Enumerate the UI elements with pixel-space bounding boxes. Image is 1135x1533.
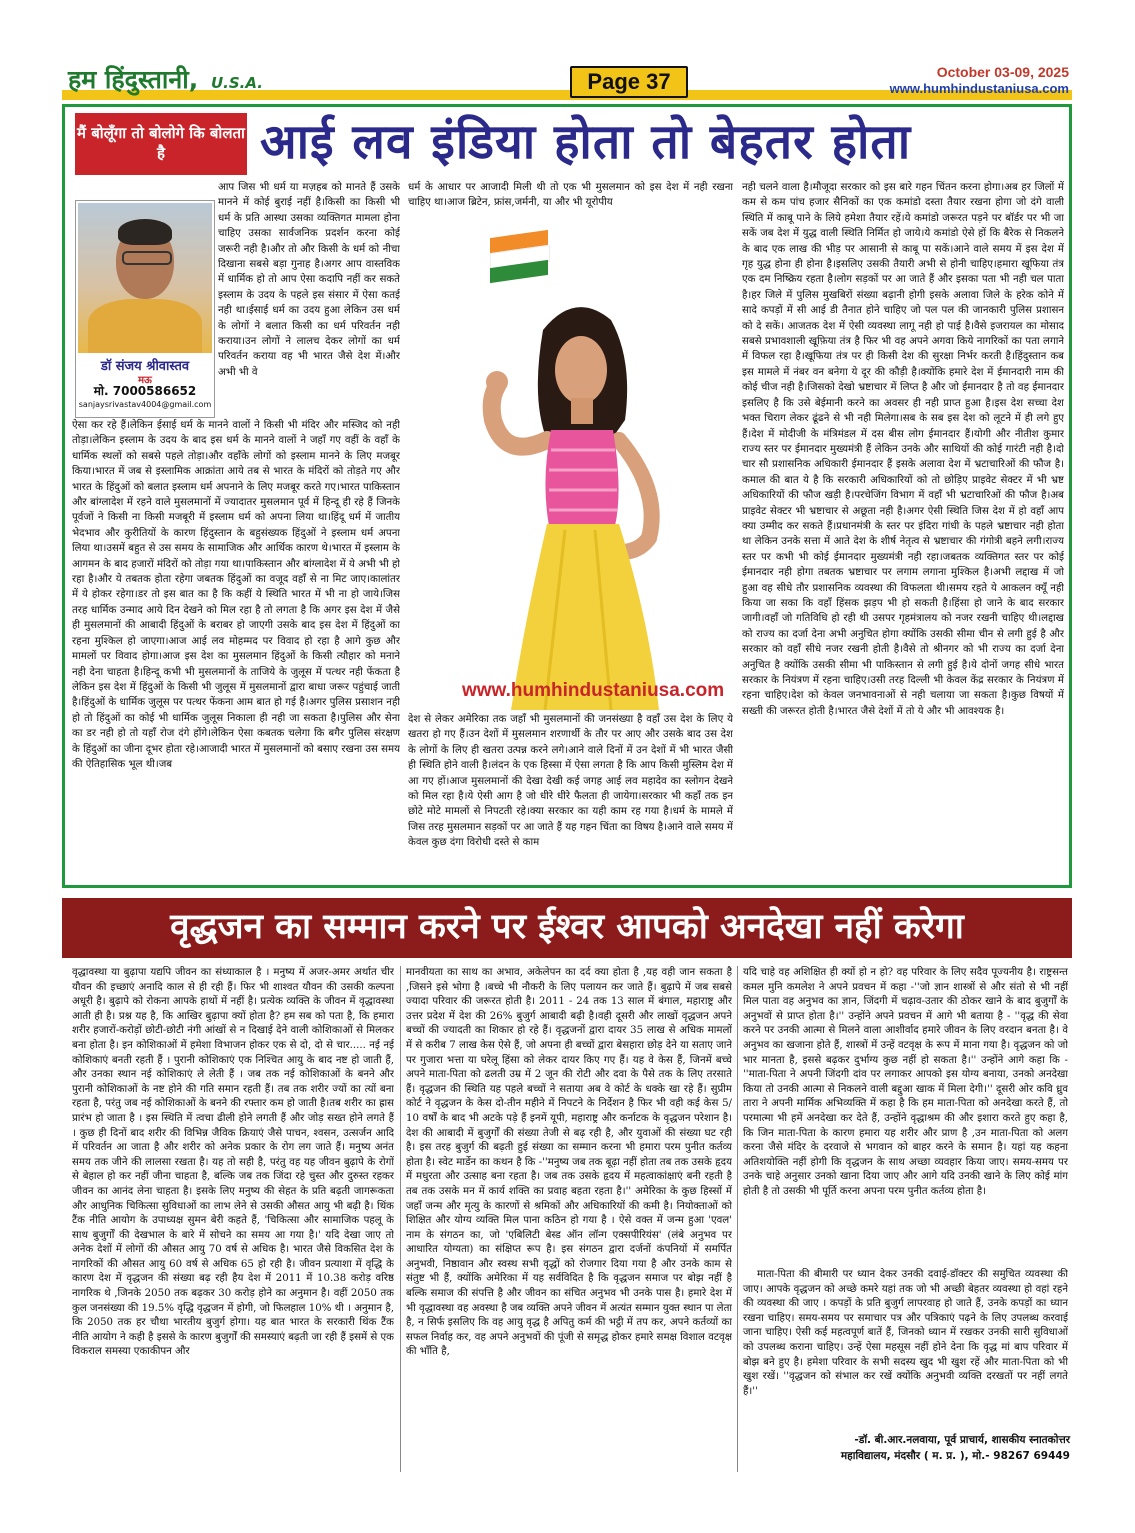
article1-headline: आई लव इंडिया होता तो बेहतर होता	[260, 114, 912, 170]
article1-col2-bottom: देश से लेकर अमेरिका तक जहाँ भी मुसलमानों की जनसंख्या है वहाँ उस देश के लिए ये खतरा हो गए हैं।उन देशों में मुसलमान शरणार्थी के तौर पर आए और उसके बाद उस देश के लोगों के लिए ही खतरा उत्पन्न करने लगे।आने वाले दिनों में उन देशों में भी भारत जैसी ही स्थिति होने वाली है।लंदन के एक हिस्सा में ऐसा लगता है कि आप किसी मुस्लिम देश में आ गए हों।आज मुसलमानों की देखा देखी कई जगह आई लव महादेव का स्लोगन देखने को मिल रहा है।ये ऐसी आग है जो धीरे धीरे फैलता ही जायेगा।सरकार भी कहाँ तक इन छोटे मोटे मामलों से निपटती रहे।क्या सरकार का यही काम रह गया है।धर्म के मामले में जिस तरह मुसलमान सड़कों पर आ जाते हैं यह गहन चिंता का विषय है।आने वाले समय में केवल कुछ दंगा विरोधी दस्ते से काम	[408, 714, 733, 849]
column-divider	[400, 966, 401, 1472]
issue-date: October 03-09, 2025	[936, 64, 1069, 80]
article2-col2: मानवीयता का साथ का अभाव, अकेलेपन का दर्द क्या होता है ,यह वही जान सकता है ,जिसने इसे भोगा है ।बच्चे भी नौकरी के लिए पलायन कर जाते हैं। बुढ़ापे में जब सबसे ज्यादा परिवार की जरूरत होती है। 2011 - 24 तक 13 साल में बंगाल, महाराष्ट्र और उत्तर प्रदेश में देश की 26% बुजुर्ग आबादी बढ़ी है।वही दूसरी और लाखों वृद्धजन अपने बच्चों की ज्यादती का शिकार हो रहे हैं। वृद्धजनों द्वारा दायर 35 लाख से अधिक मामलों में से करीब 7 लाख केस ऐसे हैं, जो अपना ही बच्चों द्वारा बेसहारा छोड़ देने या सताए जाने पर गुजारा भत्ता या घरेलू हिंसा को लेकर दायर किए गए हैं। यह वे केस हैं, जिनमें बच्चे अपने माता-पिता को ढलती उम्र में 2 जून की रोटी और दवा के पैसे तक के लिए तरसाते हैं। वृद्धजन की स्थिति यह पहले बच्चों ने सताया अब वे कोर्ट के धक्के खा रहे हैं। सुप्रीम कोर्ट ने वृद्धजन के केस दो-तीन महीने में निपटने के निर्देशन है फिर भी वही कई केस 5/ 10 वर्षों के बाद भी अटके पड़े हैं इनमें यूपी, महाराष्ट्र और कर्नाटक के वृद्धजन परेशान है। देश की आबादी में बुजुर्गों की संख्या तेजी से बढ़ रही है, और युवाओं की संख्या घट रही है। इस तरह बुजुर्ग की बढ़ती हुई संख्या का सम्मान करना भी हमारा परम पुनीत कर्तव्य होता है। स्वेट मार्डेन का कथन है कि -''मनुष्य जब तक बूढ़ा नहीं होता तब तक उसके हृदय में मधुरता और उत्साह बना रहता है। जब तक उसके हृदय में महत्वाकांक्षाएं बनी रहती है तब तक उसके मन में कार्य शक्ति का प्रवाह बहता रहता है।'' अमेरिका के कुछ हिस्सों में जहाँ जन्म और मृत्यु के कारणों से श्रमिकों और अधिकारियों की कमी है। नियोक्ताओं को शिक्षित और योग्य व्यक्ति मिल पाना कठिन हो गया है । ऐसे वक्त में जन्म हुआ 'एवल' नाम के संगठन का, जो 'एबिलिटी बेस्ड ऑन लॉन्ग एक्सपीरियंस' (लंबे अनुभव पर आधारित योग्यता) का संक्षिप्त रूप है। इस संगठन द्वारा दर्जनों कंपनियों में समर्पित अनुभवी, निष्ठावान और स्वस्थ सभी वृद्धों को रोजगार दिया गया है और उनके काम से संतुष्ट भी हैं, क्योंकि अमेरिका में यह सर्वविदित है कि वृद्धजन समाज पर बोझ नहीं है बल्कि समाज की संपत्ति है और जीवन का संचित अनुभव भी उनके पास है। हमारे देश में भी वृद्धावस्था वह अवस्था है जब व्यक्ति अपने जीवन में अत्यंत सम्मान युक्त स्थान पा लेता है, न सिर्फ इसलिए कि वह आयु वृद्ध है अपितु कर्म की भट्ठी में तप कर, अपने कर्तव्यों का सफल निर्वाह कर, वह अपने अनुभवों की पूंजी से समृद्ध होकर हमारे समक्ष विशाल वटवृक्ष की भाँति है,	[406, 967, 732, 1358]
author-mobile: मो. 7000586652	[93, 384, 197, 398]
masthead-title-suffix: U.S.A.	[210, 74, 263, 92]
author-email[interactable]: sanjaysrivastav4004@gmail.com	[78, 400, 212, 409]
article2-headline: वृद्धजन का सम्मान करने पर ईश्वर आपको अनदेखा नहीं करेगा	[170, 907, 964, 947]
author-place: मऊ	[138, 375, 152, 386]
byline-line1: -डॉ. बी.आर.नलवाया, पूर्व प्राचार्य, शासकीय स्नातकोत्तर	[854, 1434, 1070, 1446]
masthead-title	[68, 62, 263, 96]
article2-col3-p2: माता-पिता की बीमारी पर ध्यान देकर उनकी दवाई-डॉक्टर की समुचित व्यवस्था की जाए। आपके वृद्धजन को अच्छे कमरे यहां तक जो भी अच्छी बेहतर व्यवस्था हो वहां रहने की व्यवस्था की जाए । कपड़ों के प्रति बुजुर्ग लापरवाह हो जाते हैं, उनके कपड़ों का ध्यान रखना चाहिए। समय-समय पर समाचार पत्र और पत्रिकाएं पढ़ने के लिए उपलब्ध करवाई जाना चाहिए। ऐसी कई महत्वपूर्ण बातें हैं, जिनको ध्यान में रखकर उनकी सारी सुविधाओं को उपलब्ध कराना चाहिए। उन्हें ऐसा महसूस नहीं होने देना कि वृद्ध मां बाप परिवार में बोझ बने हुए है। हमेशा परिवार के सभी सदस्य खुद भी खुश रहें और माता-पिता को भी खुश रखें। ''वृद्धजन को संभाल कर रखें क्योंकि अनुभवी व्यक्ति दरखतों पर नहीं लगते हैं।''	[743, 1269, 1068, 1397]
article1-col2-top: धर्म के आधार पर आजादी मिली थी तो एक भी मुसलमान को इस देश में नही रखना चाहिए था।आज ब्रिटेन, फ्रांस,जर्मनी, या और भी यूरोपीय	[408, 182, 733, 209]
masthead-title-text: हम हिंदुस्तानी,	[68, 65, 199, 94]
india-flag-image	[490, 228, 548, 288]
column-divider	[737, 966, 738, 1472]
column-tagline: मैं बोलूँगा तो बोलोगे कि बोलता है	[75, 113, 247, 175]
page-number: Page 37	[570, 66, 688, 98]
model-photo	[435, 290, 715, 710]
article2-col3: यदि चाहे वह अशिक्षित ही क्यों हो न हो? वह परिवार के लिए सदैव पूज्यनीय है। राष्ट्रसन्त कमल मुनि कमलेश ने अपने प्रवचन में कहा -''जो ज्ञान शास्त्रों से और संतो से भी नहीं मिल पाता वह अनुभव का ज्ञान, जिंदगी में चढ़ाव-उतार की ठोकर खाने के बाद बुजुर्गों के अनुभवों से प्राप्त होता है।'' उन्होंने अपने प्रवचन में आगे भी बताया है - ''वृद्ध की सेवा करने पर उनकी आत्मा से मिलने वाला आशीर्वाद हमारे जीवन के लिए वरदान बनता है। वे अनुभव का खजाना होते हैं, शास्त्रों में उन्हें वटवृक्ष के रूप में माना गया है। वृद्धजन को जो भार मानता है, इससे बढ़कर दुर्भाग्य कुछ नहीं हो सकता है।'' उन्होंने आगे कहा कि -''माता-पिता ने अपनी जिंदगी दांव पर लगाकर आपको इस योग्य बनाया, उनको अनदेखा किया तो उनकी आत्मा से निकलने वाली बद्दुआ खाक में मिला देगी।'' दूसरी ओर कवि ध्रुव तारा ने अपनी मार्मिक अभिव्यक्ति में कहा है कि हम माता-पिता को अनदेखा करते हैं, तो परमात्मा भी हमें अनदेखा कर देते हैं, उन्होंने वृद्धाश्रम की और इशारा करते हुए कहा है, कि जिन माता-पिता के कारण हमारा यह शरीर और प्राण है ,उन माता-पिता को अलग करना जैसे मंदिर के दरवाजे से भगवान को बाहर करने के समान है। यहां यह कहना अतिशयोक्ति नहीं होगी कि वृद्धजन के साथ अच्छा व्यवहार किया जाए। समय-समय पर उनके चाहे अनुसार उनको खाना दिया जाए और आगे यदि उनकी खाने के लिए कोई मांग होती है तो उसकी भी पूर्ति करना अपना परम पुनीत कर्तव्य होता है।	[743, 967, 1068, 1197]
article1-col3: नही चलने वाला है।मौजूदा सरकार को इस बारे गहन चिंतन करना होगा।अब हर जिलों में कम से कम पांच हजार सैनिकों का एक कमांडो दस्ता तैयार रखना होगा जो दंगे वाली स्थिति में काबू पाने के लिये हमेशा तैयार रहें।ये कमांडो जरूरत पड़ने पर बॉर्डर पर भी जा सकें जब देश में युद्ध वाली स्थिति निर्मित हो जाये।ये कमांडो ऐसे हों कि बैरेक से निकलने के बाद एक लाख की भीड़ पर आसानी से काबू पा सकें।आने वाले समय में इस देश में गृह युद्ध होना ही होना है।इसलिए उसकी तैयारी अभी से होनी चाहिए।हमारा खूफिया तंत्र एक दम निष्क्रिय रहता है।लोग सड़कों पर आ जाते हैं और इसका पता भी नही चल पाता है।हर जिले में पुलिस मुखबिरों संख्या बढ़ानी होगी इसके अलावा जिले के हरेक कोने में सादे कपड़ों में सी आई डी तैनात होने चाहिए जो पल पल की जानकारी पुलिस प्रशासन को दे सकें। आजतक देश में ऐसी व्यवस्था लागू नही हो पाई है।वैसे इजरायल का मोसाद सबसे प्रभावशाली खूफ़िया तंत्र है फिर भी वह अपने अगवा किये नागरिकों का पता लगाने में विफल रहा है।खूफिया तंत्र पर ही किसी देश की सुरक्षा निर्भर करती है।हिंदुस्तान कब इस मामले में नंबर वन बनेगा ये दूर की कौड़ी है।क्योंकि हमारे देश में ईमानदारी नाम की कोई चीज नही है।जिसको देखो भ्रष्टाचार में लिप्त है और जो ईमानदार है तो वह ईमानदार इसलिए है कि उसे बेईमानी करने का अवसर ही नही प्राप्त हुआ है।इस देश सच्चा देश भक्त चिराग लेकर ढूंढने से भी नही मिलेगा।सब के सब इस देश को लूटने में ही लगे हुए हैं।देश में मोदीजी के मंत्रिमंडल में दस बीस लोग ईमानदार हैं।योगी और नीतीश कुमार राज्य स्तर पर ईमानदार मुख्यमंत्री हैं लेकिन उनके और साथियों की कोई गारंटी नही है।दो चार सौ प्रशासनिक अधिकारी ईमानदार हैं इसके अलावा देश में भ्रटाचारिओं की फौज है।कमाल की बात ये है कि सरकारी अधिकारियों को तो छोड़िए प्राइवेट सेक्टर में भी भ्रष्ट अधिकारियों की फौज खड़ी है।परचेजिंग विभाग में वहाँ भी भ्रटाचारिओं की फौज है।अब प्राइवेट सेक्टर भी भ्रष्टाचार से अछूता नही है।अगर ऐसी स्थिति जिस देश में हो वहाँ आप क्या उम्मीद कर सकते हैं।प्रधानमंत्री के स्तर पर इंदिरा गांधी के पहले भ्रष्टाचार नही होता था लेकिन उनके सत्ता में आते देश के शीर्ष नेतृत्व से भ्रष्टाचार की गंगोत्री बहने लगी।राज्य स्तर पर कभी भी कोई ईमानदार मुख्यमंत्री नही रहा।जबतक व्यक्तिगत स्तर पर कोई ईमानदार नही होगा तबतक भ्रष्टाचार पर लगाम लगाना मुश्किल है।अभी लद्दाख में जो हुआ वह सीधे तौर प्रशासनिक व्यवस्था की विफलता थी।समय रहते ये आकलन क्यूँ नही किया जा सका कि वहाँ हिंसक झड़प भी हो सकती है।हिंसा हो जाने के बाद सरकार जागी।वहाँ जो गतिविधि हो रही थी उसपर गृहमंत्रालय को नजर रखनी चाहिए थी।लद्दाख को राज्य का दर्जा देना अभी अनुचित होगा क्योंकि उसकी सीमा चीन से लगी हुई है और सरकार को वहाँ सीधे नजर रखनी होती है।वैसे तो श्रीनगर को भी राज्य का दर्जा देना अनुचित है क्योंकि उसकी सीमा भी पाकिस्तान से लगी हुई है।ये दोनों जगह सीधे भारत सरकार के नियंत्रण में रहना चाहिए।उसी तरह दिल्ली भी केवल केंद्र सरकार के नियंत्रण में रहना चाहिए।देश को केवल जनभावनाओं से नही चलाया जा सकता है।कुछ विषयों में सख्ती की जरूरत होती है।भारत जैसे देशों में तो ये और भी आवश्यक है।	[742, 182, 1064, 717]
article2-byline	[745, 1432, 1070, 1464]
site-url[interactable]: www.humhindustaniusa.com	[889, 81, 1069, 96]
article2-col1: वृद्धावस्था या बुढ़ापा यद्यपि जीवन का संध्याकाल है । मनुष्य में अजर-अमर अर्थात चीर यौवन की इच्छाएं अनादि काल से ही रही हैं। फिर भी शाश्वत यौवन की उसकी कल्पना अधूरी है। बुढ़ापे को रोकना आपके हाथों में नहीं है। प्रत्येक व्यक्ति के जीवन में वृद्धावस्था आती ही है। प्रश्न यह है, कि आखिर बुढ़ापा क्यों होता है? हम सब को पता है, कि हमारा शरीर हजारों-करोड़ों छोटी-छोटी नंगी आंखों से न दिखाई देने वाली कोशिकाओं से मिलकर बना होता है। इन कोशिकाओं में हमेशा विभाजन होकर एक से दो, दो से चार..... नई नई कोशिकाएं बनती रहती हैं । पुरानी कोशिकाएं एक निश्चित आयु के बाद नष्ट हो जाती हैं, और उनका स्थान नई कोशिकाएं ले लेती हैं । जब तक नई कोशिकाओं के बनने और पुरानी कोशिकाओं के नष्ट होने की गति समान रहती हैं। तब तक शरीर ज्यों का त्यों बना रहता है, परंतु जब नई कोशिकाओं के बनने की रफ्तार कम हो जाती है।तब शरीर का ह्रास प्रारंभ हो जाता है । इस स्थिति में त्वचा ढीली होने लगती हैं और जोड़ सख्त होने लगते हैं । कुछ ही दिनों बाद शरीर की विभिन्न जैविक क्रियाएं जैसे पाचन, श्वसन, उत्सर्जन आदि में परिवर्तन आ जाता है और शरीर को अनेक प्रकार के रोग लग जाते हैं। मनुष्य अनंत समय तक जीने की लालसा रखता है। यह तो सही है, परंतु वह यह जीवन बुढ़ापे के रोगों से बेहाल हो कर नहीं जीना चाहता है, बल्कि जब तक जिंदा रहे चुस्त और दुरुस्त रहकर जीवन का आनंद लेना चाहता है। इसके लिए मनुष्य की सेहत के प्रति बढ़ती जागरूकता और आधुनिक चिकित्सा सुविधाओं का लाभ लेने से उसकी औसत आयु भी बढ़ी है। थिंक टैंक नीति आयोग के उपाध्यक्ष सुमन बेरी कहते हैं, 'चिकित्सा और सामाजिक पहलू के साथ बुजुर्गों की देखभाल के बारे में सोचने का समय आ गया है।' यदि देखा जाए तो अनेक देशों में लोगों की औसत आयु 70 वर्ष से अधिक है। भारत जैसे विकसित देश के नागरिकों की औसत आयु 60 वर्ष से अधिक 65 हो रही है। जीवन प्रत्याशा में वृद्धि के कारण देश में वृद्धजन की संख्या बढ़ रही हैय देश में 2011 में 10.38 करोड़ वरिष्ठ नागरिक थे ,जिनके 2050 तक बढ़कर 30 करोड़ होने का अनुमान है। वहीं 2050 तक कुल जनसंख्या की 19.5% वृद्धि वृद्धजन में होगी, जो फिलहाल 10% थी । अनुमान है, कि 2050 तक हर चौथा भारतीय बुजुर्ग होगा। यह बात भारत के सरकारी थिंक टैंक नीति आयोग ने कही है इससे के कारण बुजुर्गों की समस्याएं बढ़ती जा रही हैं इसमें से एक विकराल समस्या एकाकीपन और	[72, 967, 394, 1358]
author-name: डॉ संजय श्रीवास्तव	[100, 359, 190, 374]
article1-col1-bottom: ऐसा कर रहे हैं।लेकिन ईसाई धर्म के मानने वालों ने किसी भी मंदिर और मस्जिद को नही तोड़ा।लेकिन इस्लाम के उदय के बाद इस धर्म के मानने वालों ने जहाँ गए वहीं के वहाँ के धार्मिक स्थलों को सबसे पहले तोड़ा।और वहाँके लोगों को इस्लाम मानने के लिए मजबूर किया।भारत में जब से इस्लामिक आक्रांता आये तब से भारत के मंदिरों को तोड़ते गए और भारत के हिंदुओं को बलात इस्लाम धर्म अपनाने के लिए मजबूर करते गए।भारत पाकिस्तान और बांग्लादेश में रहने वाले मुसलमानों में ज्यादातर मुसलमान पूर्व में हिन्दू ही रहे हैं जिनके पूर्वजों ने किसी ना किसी मजबूरी में इस्लाम धर्म को अपना लिया था।हिंदू धर्म में जातीय भेदभाव और कुरीतियों के कारण हिंदुस्तान के बहुसंख्यक हिंदुओं ने इस्लाम धर्म अपना लिया था।उसमें बहुत से उस समय के सामाजिक और आर्थिक कारण थे।भारत में इस्लाम के आगमन के बाद हजारों मंदिरों को तोड़ा गया था।पाकिस्तान और बांग्लादेश में ये अभी भी हो रहा है।और ये तबतक होता रहेगा जबतक हिंदुओं का वजूद वहाँ से ना मिट जाए।कालांतर में ये होकर रहेगा।डर तो इस बात का है कि कहीं ये स्थिति भारत में भी ना हो जाये।जिस तरह धार्मिक उन्माद आये दिन देखने को मिल रहा है तो लगता है कि अगर इस देश में जैसे ही मुसलमानों की आबादी हिंदुओं के बराबर हो जाएगी उसके बाद इस देश में हिंदुओं का रहना मुश्किल हो जाएगा।आज आई लव मोहम्मद पर विवाद हो रहा है आगे कुछ और मामलों पर विवाद होगा।आज इस देश का मुसलमान हिंदुओं के किसी त्यौहार को मनाने नही देना चाहता है।हिन्दू कभी भी मुसलमानों के ताजिये के जुलूस में पत्थर नही फेंकता है लेकिन इस देश में हिंदुओं के किसी भी जुलूस में मुसलमानों द्वारा बाधा जरूर पहुंचाई जाती है।हिंदुओं के धार्मिक जुलूस पर पत्थर फेंकना आम बात हो गई है।अगर पुलिस प्रसाशन नही हो तो हिंदुओं का कोई भी धार्मिक जुलूस निकाला ही नही जा सकता है।पुलिस और सेना का डर नही हो तो यहाँ रोज दंगे होंगे।लेकिन ऐसा कबतक चलेगा कि बगैर पुलिस संरक्षण के हिंदुओं का जीना दूभर होता रहे।आजादी भारत में मुसलमानों को बसाए रखना उस समय की ऐतिहासिक भूल थी।जब	[72, 420, 400, 770]
author-photo	[78, 203, 212, 353]
byline-line2: महाविद्यालय, मंदसौर ( म. प्र. ), मो.- 98267 69449	[840, 1450, 1070, 1462]
article1-col1-top: आप जिस भी धर्म या मज़हब को मानते हैं उसके मानने में कोई बुराई नहीं है।किसी का किसी भी धर्म के प्रति आस्था उसका व्यक्तिगत मामला होना चाहिए उसका सार्वजनिक प्रदर्शन करना कोई जरूरी नही है।और तो और किसी के धर्म को नीचा दिखाना सबसे बड़ा गुनाह है।अगर आप वास्तविक में धार्मिक हो तो आप ऐसा कदापि नहीं कर सकते इस्लाम के उदय के पहले इस संसार में ऐसा कतई नही था।ईसाई धर्म का उदय हुआ लेकिन उस धर्म के लोगों ने बलात किसी का धर्म परिवर्तन नही कराया।उन लोगों ने लालच देकर लोगों का धर्म परिवर्तन कराया वह भी भारत जैसे देश में।और अभी भी वे	[218, 182, 400, 378]
watermark-url: www.humhindustaniusa.com	[462, 680, 725, 701]
